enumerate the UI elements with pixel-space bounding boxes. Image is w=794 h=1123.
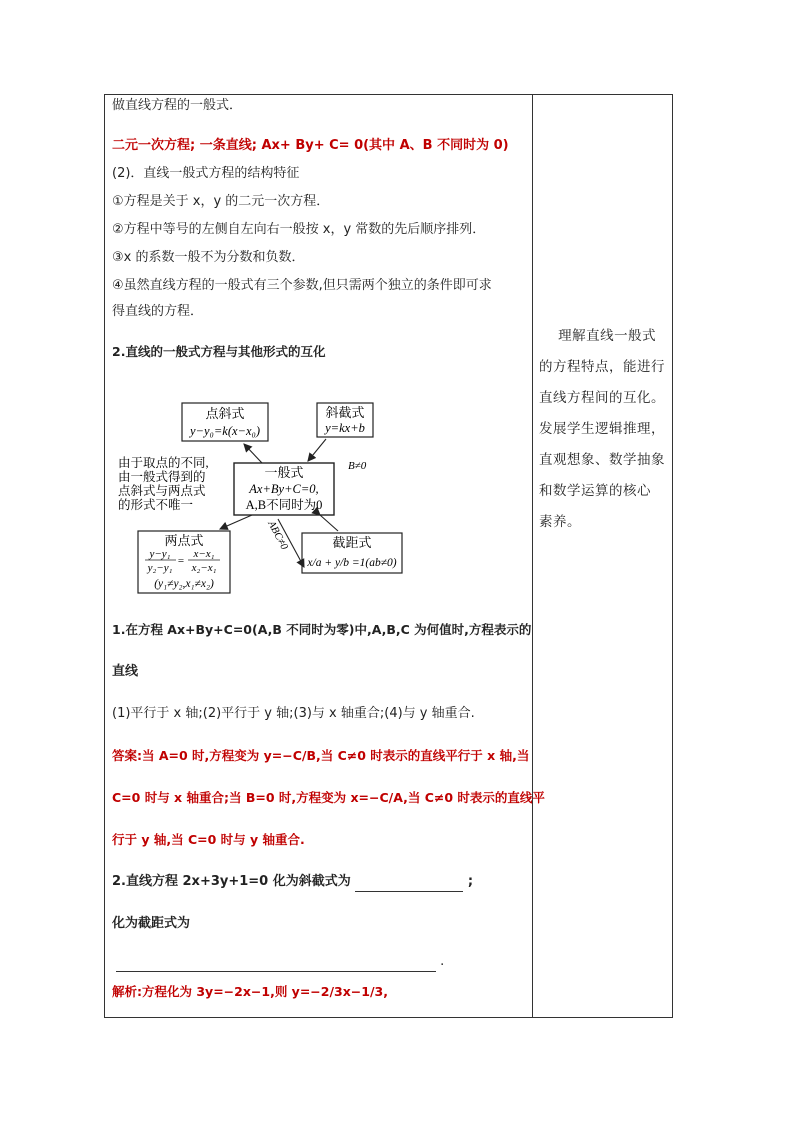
two-point-num-left: y−y₁ bbox=[149, 548, 171, 560]
objective-line-3: 直线方程间的互化。 bbox=[539, 390, 665, 406]
blank-intercept bbox=[116, 953, 436, 972]
slope-int-title: 斜截式 bbox=[325, 405, 365, 420]
two-point-title: 两点式 bbox=[164, 533, 204, 548]
intercept-eq: x/a + y/b =1(ab≠0) bbox=[307, 557, 397, 569]
question-2-text: 2.直线方程 2x+3y+1=0 化为斜截式为 bbox=[112, 874, 351, 889]
cond-b-label: B≠0 bbox=[348, 460, 367, 472]
two-point-den-right: x₂−x₁ bbox=[191, 562, 217, 574]
arrow-from-slope-intercept bbox=[308, 439, 326, 461]
answer-line-c: 行于 y 轴,当 C=0 时与 y 轴重合. bbox=[112, 832, 305, 847]
feature-item-3: ③x 的系数一般不为分数和负数． bbox=[112, 250, 305, 265]
arrow-to-two-point bbox=[220, 515, 252, 529]
lesson-table bbox=[104, 94, 673, 1018]
arrow-to-point-slope bbox=[244, 444, 262, 463]
question-2-period: . bbox=[440, 954, 445, 969]
subheading-structure: (2)．直线一般式方程的结构特征 bbox=[112, 166, 300, 181]
question-2-line-a bbox=[112, 873, 473, 892]
blank-slope-intercept bbox=[355, 873, 463, 892]
question-2-line-b: 化为截距式为 bbox=[112, 916, 191, 931]
objective-line-5: 直观想象、数学抽象 bbox=[539, 452, 665, 468]
point-slope-title: 点斜式 bbox=[205, 406, 245, 421]
section-title: 2.直线的一般式方程与其他形式的互化 bbox=[112, 344, 326, 359]
point-slope-eq: y−y₀=k(x−x₀) bbox=[189, 424, 261, 438]
diagram-note-4: 的形式不唯一 bbox=[118, 498, 194, 512]
answer-line-b: C=0 时与 x 轴重合;当 B=0 时,方程变为 x=−C/A,当 C≠0 时表示的直线平 bbox=[112, 790, 545, 805]
diagram-note-1: 由于取点的不同, bbox=[118, 456, 209, 470]
question-1-line-b: 直线 bbox=[112, 664, 139, 679]
two-point-cond: (y₁≠y₂,x₁≠x₂) bbox=[154, 578, 214, 590]
question-1-line-c: (1)平行于 x 轴;(2)平行于 y 轴;(3)与 x 轴重合;(4)与 y 轴重合. bbox=[112, 706, 475, 721]
conversion-diagram bbox=[112, 397, 412, 602]
question-2-line-c bbox=[112, 953, 444, 972]
diagram-note-3: 点斜式与两点式 bbox=[118, 484, 206, 498]
intercept-title: 截距式 bbox=[332, 535, 372, 550]
general-eq: Ax+By+C=0, bbox=[249, 482, 319, 496]
column-divider bbox=[532, 95, 533, 1017]
answer-line-a: 答案:当 A=0 时,方程变为 y=−C/B,当 C≠0 时表示的直线平行于 x 轴,当 bbox=[112, 748, 530, 763]
objectives-cell bbox=[539, 321, 669, 538]
feature-item-2: ②方程中等号的左侧自左向右一般按 x，y 常数的先后顺序排列． bbox=[112, 222, 486, 237]
feature-item-1: ①方程是关于 x，y 的二元一次方程． bbox=[112, 194, 330, 209]
two-point-equals: = bbox=[177, 555, 185, 567]
objective-line-1: 理解直线一般式 bbox=[539, 328, 657, 344]
objective-line-6: 和数学运算的核心 bbox=[539, 483, 651, 499]
diagram-note-2: 由一般式得到的 bbox=[118, 470, 206, 484]
two-point-den-left: y₂−y₁ bbox=[147, 562, 173, 574]
solution-line: 解析:方程化为 3y=−2x−1,则 y=−2/3x−1/3, bbox=[112, 984, 388, 999]
cond-abc-label: ABC≠0 bbox=[265, 519, 290, 552]
feature-item-4a: ④虽然直线方程的一般式有三个参数,但只需两个独立的条件即可求 bbox=[112, 278, 492, 293]
objective-line-4: 发展学生逻辑推理， bbox=[539, 421, 665, 437]
feature-item-4b: 得直线的方程． bbox=[112, 304, 204, 319]
answer-highlight: 二元一次方程; 一条直线; Ax+ By+ C= 0(其中 A、B 不同时为 0) bbox=[112, 138, 509, 153]
intro-line: 做直线方程的一般式． bbox=[112, 98, 243, 113]
slope-int-eq: y=kx+b bbox=[325, 421, 365, 435]
arrow-intercept-link bbox=[320, 515, 338, 531]
general-title: 一般式 bbox=[264, 465, 304, 480]
objective-line-7: 素养。 bbox=[539, 514, 581, 530]
question-1-line-a: 1.在方程 Ax+By+C=0(A,B 不同时为零)中,A,B,C 为何值时,方程表示的 bbox=[112, 622, 532, 637]
question-2-semicolon: ; bbox=[467, 874, 474, 889]
objective-line-2: 的方程特点，能进行 bbox=[539, 359, 665, 375]
general-cond: A,B不同时为0 bbox=[245, 498, 323, 512]
two-point-num-right: x−x₁ bbox=[193, 548, 215, 560]
